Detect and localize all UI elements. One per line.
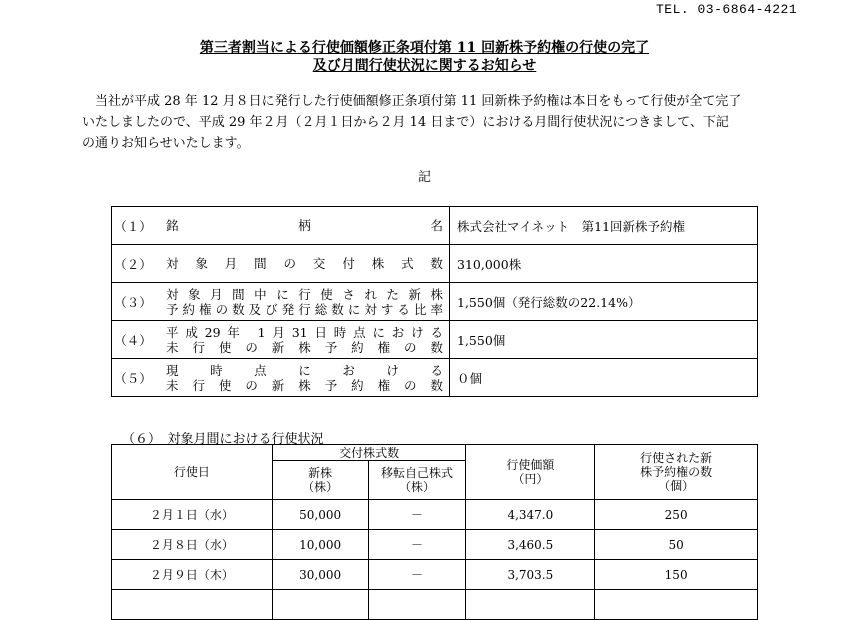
- row-label-line: 未行使の新株予約権の数: [166, 377, 443, 393]
- row-label-line: 対象月間中に行使された新株: [166, 286, 443, 302]
- summary-row: [112, 321, 758, 359]
- cell-date: ２月８日（水）: [112, 530, 273, 560]
- cell-new-shares: 50,000: [272, 500, 368, 530]
- header-exercised-unit: （個）: [658, 479, 695, 493]
- row-label-line: 未行使の新株予約権の数: [166, 339, 443, 355]
- row-number: （４）: [112, 321, 155, 359]
- header-treasury-label: 移転自己株式: [381, 466, 454, 480]
- row-label: [154, 207, 450, 245]
- cell-date: [112, 590, 273, 620]
- row-label-line: 平成29年 1月31日時点における: [166, 324, 443, 340]
- cell-count: 50: [595, 530, 758, 560]
- header-date: 行使日: [112, 445, 273, 500]
- header-exercised: [595, 445, 758, 500]
- summary-row: [112, 359, 758, 397]
- cell-treasury: [368, 590, 466, 620]
- body-line: いたしましたので、平成 29 年２月（２月１日から２月 14 日まで）における月間行使状況につきまして、下記: [82, 115, 729, 130]
- cell-new-shares: 10,000: [272, 530, 368, 560]
- row-label: [154, 321, 450, 359]
- row-label: [154, 283, 450, 321]
- summary-row: [112, 283, 758, 321]
- cell-price: 3,460.5: [466, 530, 595, 560]
- row-label-line: 予約権の数及び発行総数に対する比率: [166, 301, 443, 317]
- header-new-shares: [272, 461, 368, 500]
- body-line: の通りお知らせいたします。: [82, 136, 250, 151]
- cell-new-shares: [272, 590, 368, 620]
- cell-count: 150: [595, 560, 758, 590]
- table-row: [112, 500, 758, 530]
- ki-heading: 記: [417, 170, 431, 185]
- row-number: （３）: [112, 283, 155, 321]
- row-value: 1,550個（発行総数の22.14%）: [450, 283, 758, 321]
- summary-row: [112, 207, 758, 245]
- row-number: （５）: [112, 359, 155, 397]
- table-row: [112, 560, 758, 590]
- cell-date: ２月１日（水）: [112, 500, 273, 530]
- header-price-unit: （円）: [512, 472, 549, 486]
- exercise-status-table: [111, 444, 758, 620]
- table-row: [112, 590, 758, 620]
- row-label-line: 対象月間の交付株式数: [166, 256, 443, 271]
- summary-table: [111, 206, 758, 397]
- header-new-shares-label: 新株: [308, 466, 333, 480]
- cell-price: [466, 590, 595, 620]
- row-value: 株式会社マイネット 第11回新株予約権: [450, 207, 758, 245]
- table-row: [112, 530, 758, 560]
- document-title-line2: 及び月間行使状況に関するお知らせ: [312, 58, 537, 74]
- row-value: 1,550個: [450, 321, 758, 359]
- cell-price: 3,703.5: [466, 560, 595, 590]
- summary-row: [112, 245, 758, 283]
- tel-number: TEL. 03-6864-4221: [656, 2, 798, 17]
- row-number: （２）: [112, 245, 155, 283]
- document-title-line1: 第三者割当による行使価額修正条項付第 11 回新株予約権の行使の完了: [199, 40, 650, 56]
- cell-new-shares: 30,000: [272, 560, 368, 590]
- section6-heading: （６） 対象月間における行使状況: [122, 432, 324, 447]
- cell-treasury: －: [368, 530, 466, 560]
- row-label: [154, 245, 450, 283]
- header-treasury-unit: （株）: [399, 480, 436, 494]
- header-price-label: 行使価額: [506, 458, 555, 472]
- cell-price: 4,347.0: [466, 500, 595, 530]
- header-exercised-line2: 株予約権の数: [640, 465, 713, 479]
- row-label-line: 現時点における: [166, 362, 443, 378]
- cell-count: 250: [595, 500, 758, 530]
- header-price: [466, 445, 595, 500]
- row-value: ０個: [450, 359, 758, 397]
- cell-count: [595, 590, 758, 620]
- cell-treasury: －: [368, 500, 466, 530]
- header-new-shares-unit: （株）: [302, 480, 339, 494]
- row-label: [154, 359, 450, 397]
- header-exercised-line1: 行使された新: [640, 451, 713, 465]
- cell-treasury: －: [368, 560, 466, 590]
- header-row: [112, 445, 758, 461]
- header-treasury: [368, 461, 466, 500]
- row-value: 310,000株: [450, 245, 758, 283]
- row-label-line: 銘 柄 名: [166, 218, 443, 233]
- body-line: 当社が平成 28 年 12 月８日に発行した行使価額修正条項付第 11 回新株予約権は本日をもって行使が全て完了: [95, 94, 742, 109]
- row-number: （１）: [112, 207, 155, 245]
- cell-date: ２月９日（木）: [112, 560, 273, 590]
- header-delivered: 交付株式数: [272, 445, 466, 461]
- body-paragraph: [82, 91, 772, 154]
